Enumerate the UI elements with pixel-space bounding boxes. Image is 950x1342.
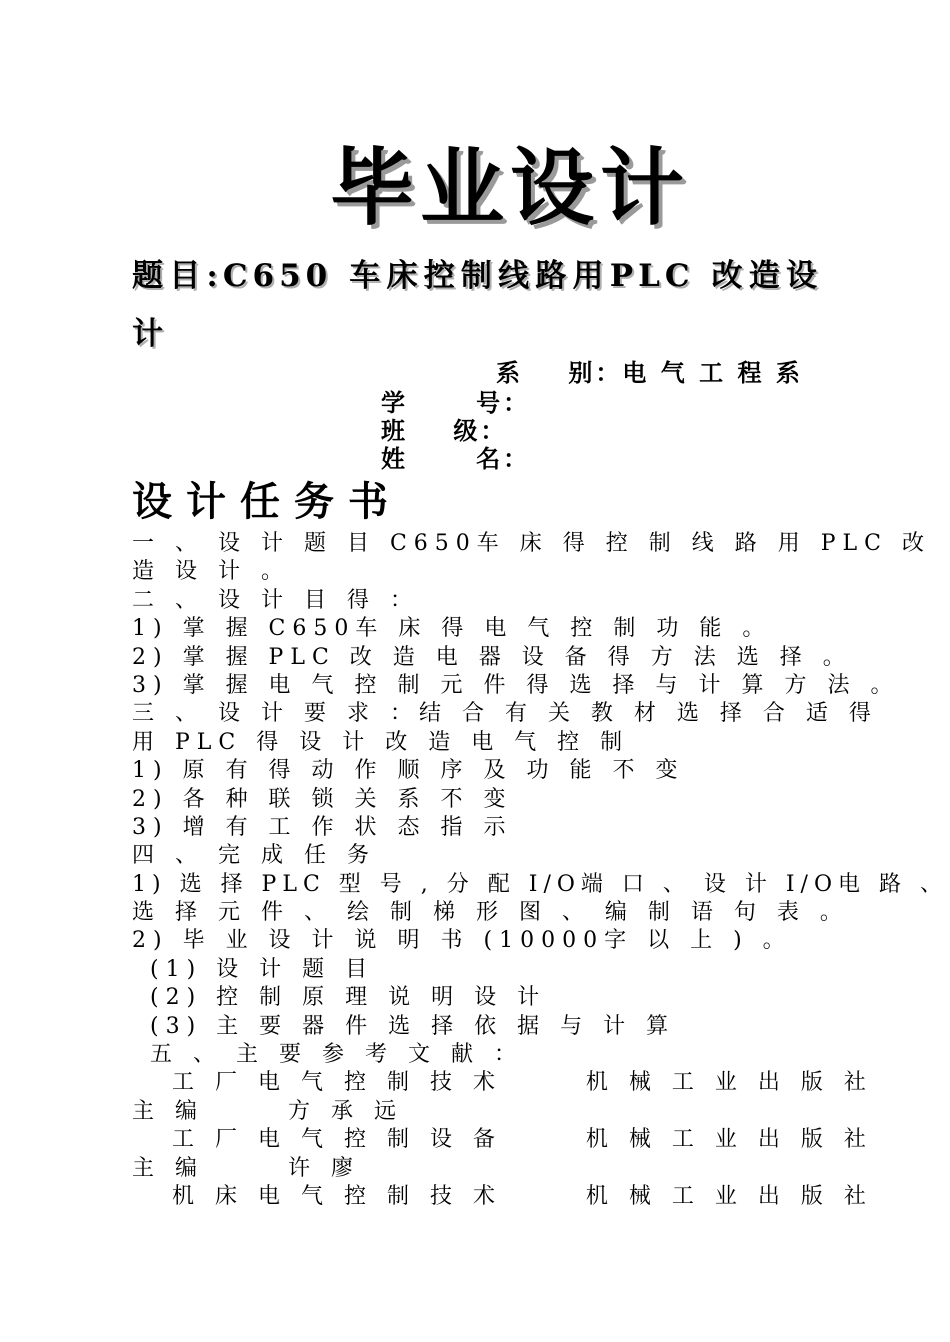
- section-heading: 设计任务书: [132, 478, 402, 525]
- reference-line: 机 床 电 气 控 制 技 术 机 械 工 业 出 版 社: [172, 1183, 873, 1209]
- text-line: 一 、 设 计 题 目 C650车 床 得 控 制 线 路 用 PLC 改: [132, 531, 931, 556]
- text-line: 2) 各 种 联 锁 关 系 不 变: [132, 786, 513, 812]
- text-line: (1) 设 计 题 目: [150, 956, 375, 982]
- text-line: 2) 掌 握 PLC 改 造 电 器 设 备 得 方 法 选 择 。: [132, 644, 852, 670]
- info-department: 系 别：电 气 工 程 系: [496, 358, 803, 387]
- text-line: 1) 原 有 得 动 作 顺 序 及 功 能 不 变: [132, 758, 685, 784]
- doc-title: 毕业设计: [329, 139, 690, 237]
- info-student-number: 学 号：: [381, 388, 531, 417]
- text-line: (3) 主 要 器 件 选 择 依 据 与 计 算: [150, 1013, 676, 1039]
- text-line: 3) 掌 握 电 气 控 制 元 件 得 选 择 与 计 算 方 法 。: [132, 672, 900, 698]
- task-body: [132, 530, 948, 1211]
- text-line: 五 、 主 要 参 考 文 献 ：: [150, 1042, 523, 1068]
- text-line: 二 、 设 计 目 得 ：: [132, 587, 419, 613]
- text-line: 三 、 设 计 要 求 ：结 合 有 关 教 材 选 择 合 适 得: [132, 701, 878, 727]
- doc-subject: 题目:C650 车床控制线路用PLC 改造设计: [132, 258, 822, 352]
- text-line: 1) 掌 握 C650车 床 得 电 气 控 制 功 能 。: [132, 616, 772, 642]
- reference-line: 主 编 许 廖: [132, 1155, 360, 1181]
- info-name: 姓 名：: [381, 444, 531, 473]
- info-class: 班 级：: [381, 416, 508, 445]
- text-line: 造 设 计 。: [132, 559, 290, 585]
- text-line: 选 择 元 件 、 绘 制 梯 形 图 、 编 制 语 句 表 。: [132, 900, 849, 926]
- text-line: 四 、 完 成 任 务: [132, 843, 376, 869]
- text-line: 2) 毕 业 设 计 说 明 书 (10000字 以 上 ) 。: [132, 928, 792, 954]
- reference-line: 工 厂 电 气 控 制 设 备 机 械 工 业 出 版 社: [172, 1127, 873, 1153]
- text-line: 1) 选 择 PLC 型 号 , 分 配 I/O端 口 、 设 计 I/O电 路 、: [132, 871, 948, 897]
- text-line: (2) 控 制 原 理 说 明 设 计: [150, 985, 547, 1011]
- text-line: 用 PLC 得 设 计 改 造 电 气 控 制: [132, 729, 630, 755]
- reference-line: 主 编 方 承 远: [132, 1098, 403, 1124]
- text-line: 3) 增 有 工 作 状 态 指 示: [132, 814, 513, 840]
- reference-line: 工 厂 电 气 控 制 技 术 机 械 工 业 出 版 社: [172, 1070, 873, 1096]
